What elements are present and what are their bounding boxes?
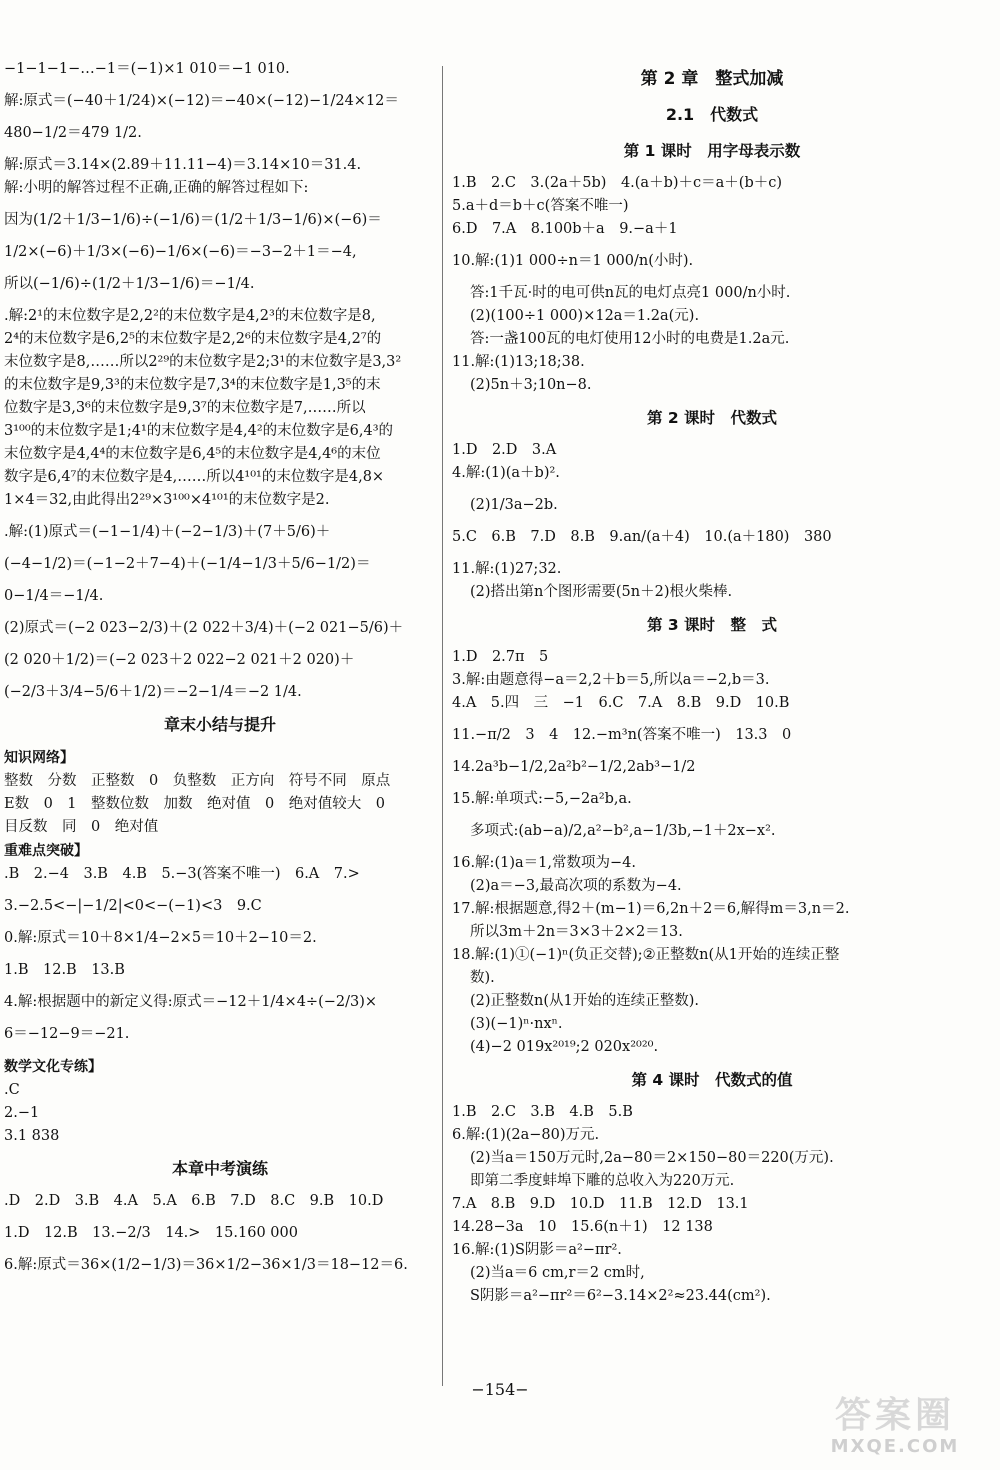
watermark-logo bbox=[800, 1396, 990, 1466]
answer-line: 480−1/2＝479 1/2. bbox=[4, 125, 142, 141]
answer-line: 解:小明的解答过程不正确,正确的解答过程如下: bbox=[4, 180, 309, 196]
answer-line: 4.解:根据题中的新定义得:原式＝−12＋1/4×4÷(−2/3)× bbox=[4, 994, 378, 1010]
answer-line: (2)当a＝150万元时,2a−80＝2×150−80＝220(万元). bbox=[470, 1150, 834, 1166]
answer-line: 数). bbox=[470, 970, 495, 986]
answer-line: .B 2.−4 3.B 4.B 5.−3(答案不唯一) 6.A 7.> bbox=[4, 866, 360, 882]
answer-line: 17.解:根据题意,得2＋(m−1)＝6,2n＋2＝6,解得m＝3,n＝2. bbox=[452, 901, 850, 917]
answer-line: (2)1/3a−2b. bbox=[470, 497, 558, 513]
answer-line: (2)(100÷1 000)×12a＝1.2a(元). bbox=[470, 308, 700, 324]
summary-title: 章末小结与提升 bbox=[163, 715, 276, 734]
answer-line: 11.解:(1)27;32. bbox=[452, 561, 562, 577]
answer-line: 2.−1 bbox=[4, 1105, 40, 1121]
answer-line: 6＝−12−9＝−21. bbox=[4, 1026, 130, 1042]
watermark-top-text: 答案圈 bbox=[834, 1395, 955, 1436]
answer-line: 整数 分数 正整数 0 负整数 正方向 符号不同 原点 bbox=[4, 773, 391, 789]
answer-line: 1×4＝32,由此得出2²⁹×3¹⁰⁰×4¹⁰¹的末位数字是2. bbox=[4, 492, 330, 508]
page-number: −154− bbox=[471, 1380, 529, 1399]
answer-line: 0.解:原式＝10＋8×1/4−2×5＝10＋2−10＝2. bbox=[4, 930, 317, 946]
answer-line: 答:1千瓦·时的电可供n瓦的电灯点亮1 000/n小时. bbox=[470, 285, 791, 301]
answer-line: 所以3m＋2n＝3×3＋2×2＝13. bbox=[470, 924, 683, 940]
answer-line: 1.B 2.C 3.B 4.B 5.B bbox=[452, 1104, 633, 1120]
answer-line: 16.解:(1)a＝1,常数项为−4. bbox=[452, 855, 636, 871]
right-column bbox=[452, 58, 972, 1308]
culture-title: 数学文化专练】 bbox=[4, 1059, 102, 1075]
answer-line: 多项式:(ab−a)/2,a²−b²,a−1/3b,−1＋2x−x². bbox=[470, 823, 776, 839]
answer-line: 5.a＋d＝b＋c(答案不唯一) bbox=[452, 198, 629, 214]
watermark-bottom-text: MXQE.COM bbox=[830, 1436, 960, 1457]
lesson2-title: 第 2 课时 代数式 bbox=[646, 409, 778, 427]
answer-line: 15.解:单项式:−5,−2a²b,a. bbox=[452, 791, 632, 807]
answer-line: 11.解:(1)13;18;38. bbox=[452, 354, 585, 370]
answer-line: (−2/3＋3/4−5/6＋1/2)＝−2−1/4＝−2 1/4. bbox=[4, 684, 302, 700]
lesson3-title: 第 3 课时 整 式 bbox=[646, 616, 778, 634]
answer-line: .解:(1)原式＝(−1−1/4)＋(−2−1/3)＋(7＋5/6)＋ bbox=[4, 524, 331, 540]
key-title: 重难点突破】 bbox=[4, 843, 88, 859]
lesson1-title: 第 1 课时 用字母表示数 bbox=[623, 142, 801, 160]
answer-line: 1.D 2.D 3.A bbox=[452, 442, 557, 458]
answer-line: S阴影＝a²−πr²＝6²−3.14×2²≈23.44(cm²). bbox=[470, 1288, 771, 1304]
answer-line: 16.解:(1)S阴影＝a²−πr². bbox=[452, 1242, 622, 1258]
answer-line: (3)(−1)ⁿ·nxⁿ. bbox=[470, 1016, 563, 1032]
answer-line: 18.解:(1)①(−1)ⁿ(负正交替);②正整数n(从1开始的连续正整 bbox=[452, 947, 840, 963]
answer-line: 4.A 5.四 三 −1 6.C 7.A 8.B 9.D 10.B bbox=[452, 695, 790, 711]
answer-line: (−4−1/2)＝(−1−2＋7−4)＋(−1/4−1/3＋5/6−1/2)＝ bbox=[4, 556, 371, 572]
answer-line: (2)正整数n(从1开始的连续正整数). bbox=[470, 993, 700, 1009]
section-title: 2.1 代数式 bbox=[665, 105, 759, 124]
answer-line: (4)−2 019x²⁰¹⁹;2 020x²⁰²⁰. bbox=[470, 1039, 659, 1055]
answer-line: (2)当a＝6 cm,r＝2 cm时, bbox=[470, 1265, 645, 1281]
lesson4-title: 第 4 课时 代数式的值 bbox=[631, 1071, 793, 1089]
answer-line: E数 0 1 整数位数 加数 绝对值 0 绝对值较大 0 bbox=[4, 796, 385, 812]
answer-line: −1−1−1−…−1＝(−1)×1 010＝−1 010. bbox=[4, 61, 290, 77]
answer-line: (2)搭出第n个图形需要(5n＋2)根火柴棒. bbox=[470, 584, 733, 600]
answer-line: 末位数字是8,……所以2²⁹的末位数字是2;3¹的末位数字是3,3² bbox=[4, 354, 402, 370]
answer-line: 6.解:(1)(2a−80)万元. bbox=[452, 1127, 600, 1143]
answer-line: 1/2×(−6)＋1/3×(−6)−1/6×(−6)＝−3−2＋1＝−4, bbox=[4, 244, 357, 260]
answer-line: 3¹⁰⁰的末位数字是1;4¹的末位数字是4,4²的末位数字是6,4³的 bbox=[4, 423, 394, 439]
answer-line: 答:一盏100瓦的电灯使用12小时的电费是1.2a元. bbox=[470, 331, 790, 347]
answer-line: 6.D 7.A 8.100b＋a 9.−a＋1 bbox=[452, 221, 678, 237]
answer-line: (2)a＝−3,最高次项的系数为−4. bbox=[470, 878, 682, 894]
answer-line: 4.解:(1)(a＋b)². bbox=[452, 465, 560, 481]
chapter-title: 第 2 章 整式加减 bbox=[640, 69, 784, 89]
answer-line: 解:原式＝3.14×(2.89＋11.11−4)＝3.14×10＝31.4. bbox=[4, 157, 362, 173]
answer-line: 3.解:由题意得−a＝2,2＋b＝5,所以a＝−2,b＝3. bbox=[452, 672, 770, 688]
answer-line: 的末位数字是9,3³的末位数字是7,3⁴的末位数字是1,3⁵的末 bbox=[4, 377, 381, 393]
answer-line: (2)原式＝(−2 023−2/3)＋(2 022＋3/4)＋(−2 021−5/6)＋ bbox=[4, 620, 404, 636]
answer-line: 10.解:(1)1 000÷n＝1 000/n(小时). bbox=[452, 253, 694, 269]
left-column bbox=[4, 58, 436, 1277]
exam-title: 本章中考演练 bbox=[171, 1159, 268, 1178]
answer-line: 0−1/4＝−1/4. bbox=[4, 588, 104, 604]
answer-line: 7.A 8.B 9.D 10.D 11.B 12.D 13.1 bbox=[452, 1196, 749, 1212]
answer-line: .D 2.D 3.B 4.A 5.A 6.B 7.D 8.C 9.B 10.D bbox=[4, 1193, 384, 1209]
answer-line: 目反数 同 0 绝对值 bbox=[4, 819, 159, 835]
column-divider bbox=[442, 66, 443, 1386]
answer-line: 数字是6,4⁷的末位数字是4,……所以4¹⁰¹的末位数字是4,8× bbox=[4, 469, 385, 485]
answer-line: 1.B 12.B 13.B bbox=[4, 962, 125, 978]
answer-line: 11.−π/2 3 4 12.−m³n(答案不唯一) 13.3 0 bbox=[452, 727, 792, 743]
answer-line: 解:原式＝(−40＋1/24)×(−12)＝−40×(−12)−1/24×12＝ bbox=[4, 93, 399, 109]
answer-line: .C bbox=[4, 1082, 20, 1098]
answer-line: (2 020＋1/2)＝(−2 023＋2 022−2 021＋2 020)＋ bbox=[4, 652, 355, 668]
answer-line: 末位数字是4,4⁴的末位数字是6,4⁵的末位数字是4,4⁶的末位 bbox=[4, 446, 381, 462]
answer-line: 1.D 2.7π 5 bbox=[452, 649, 549, 665]
answer-line: 因为(1/2＋1/3−1/6)÷(−1/6)＝(1/2＋1/3−1/6)×(−6)＝ bbox=[4, 212, 382, 228]
answer-line: 6.解:原式＝36×(1/2−1/3)＝36×1/2−36×1/3＝18−12＝6. bbox=[4, 1257, 408, 1273]
answer-line: 14.28−3a 10 15.6(n＋1) 12 138 bbox=[452, 1219, 713, 1235]
knowledge-title: 知识网络】 bbox=[4, 750, 74, 766]
answer-line: 14.2a³b−1/2,2a²b²−1/2,2ab³−1/2 bbox=[452, 759, 696, 775]
answer-line: 1.B 2.C 3.(2a＋5b) 4.(a＋b)＋c＝a＋(b＋c) bbox=[452, 175, 783, 191]
answer-line: (2)5n＋3;10n−8. bbox=[470, 377, 592, 393]
answer-line: 位数字是3,3⁶的末位数字是9,3⁷的末位数字是7,……所以 bbox=[4, 400, 366, 416]
answer-line: 所以(−1/6)÷(1/2＋1/3−1/6)＝−1/4. bbox=[4, 276, 255, 292]
answer-line: 5.C 6.B 7.D 8.B 9.an/(a＋4) 10.(a＋180) 380 bbox=[452, 529, 832, 545]
answer-line: 2⁴的末位数字是6,2⁵的末位数字是2,2⁶的末位数字是4,2⁷的 bbox=[4, 331, 382, 347]
answer-line: .解:2¹的末位数字是2,2²的末位数字是4,2³的末位数字是8, bbox=[4, 308, 376, 324]
answer-line: 即第二季度蚌埠下雕的总收入为220万元. bbox=[470, 1173, 735, 1189]
answer-line: 3.1 838 bbox=[4, 1128, 60, 1144]
answer-line: 3.−2.5<−|−1/2|<0<−(−1)<3 9.C bbox=[4, 898, 262, 914]
answer-line: 1.D 12.B 13.−2/3 14.> 15.160 000 bbox=[4, 1225, 298, 1241]
